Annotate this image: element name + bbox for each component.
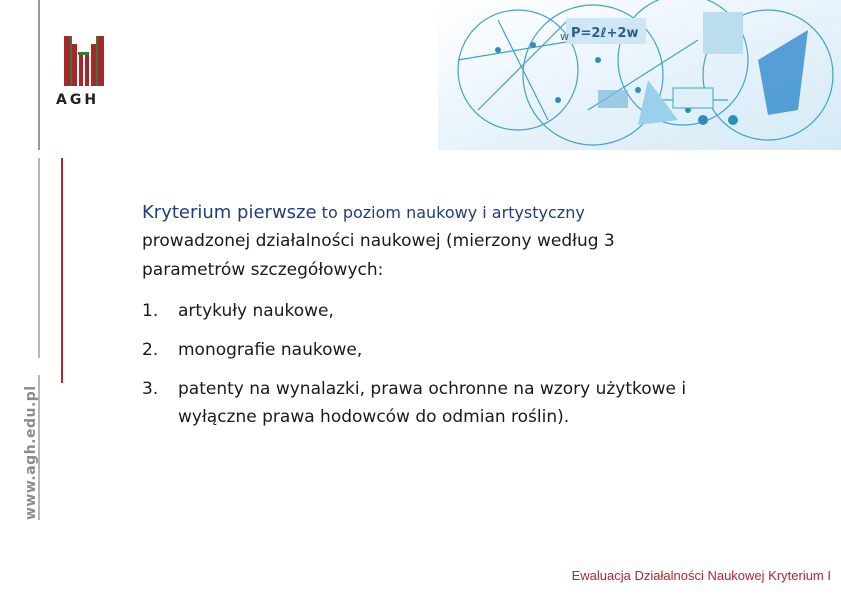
- footer-title: Ewaluacja Działalności Naukowej Kryterium I: [571, 568, 831, 583]
- site-url: www.agh.edu.pl: [23, 385, 39, 520]
- list-item-number: 1.: [142, 301, 159, 321]
- parameters-list: [142, 297, 742, 431]
- formula-text: P=2ℓ+2w: [571, 26, 639, 41]
- heading-rest: to poziom naukowy i artystyczny: [316, 203, 585, 222]
- accent-line-red: [61, 158, 63, 383]
- list-item-number: 2.: [142, 340, 159, 360]
- divider-line-middle: [38, 158, 40, 358]
- main-content: [142, 198, 742, 442]
- criterion-heading: [142, 198, 742, 227]
- list-item-text: artykuły naukowe,: [178, 301, 334, 321]
- list-item-text: patenty na wynalazki, prawa ochronne na wzory użytkowe i wyłączne prawa hodowców do odmian roślin).: [178, 379, 687, 427]
- list-item: [142, 297, 742, 325]
- paragraph-line-1: prowadzonej działalności naukowej (mierzony według 3: [142, 231, 615, 251]
- formula-w-label: w: [560, 30, 569, 43]
- list-item: [142, 336, 742, 364]
- paragraph-line-2: parametrów szczegółowych:: [142, 260, 384, 280]
- list-item: [142, 375, 742, 431]
- geometry-banner-image: [438, 0, 841, 150]
- divider-line-top: [38, 0, 40, 150]
- list-item-number: 3.: [142, 379, 159, 399]
- list-item-text: monografie naukowe,: [178, 340, 363, 360]
- logo-text: AGH: [56, 92, 100, 108]
- heading-lead: Kryterium pierwsze: [142, 202, 317, 223]
